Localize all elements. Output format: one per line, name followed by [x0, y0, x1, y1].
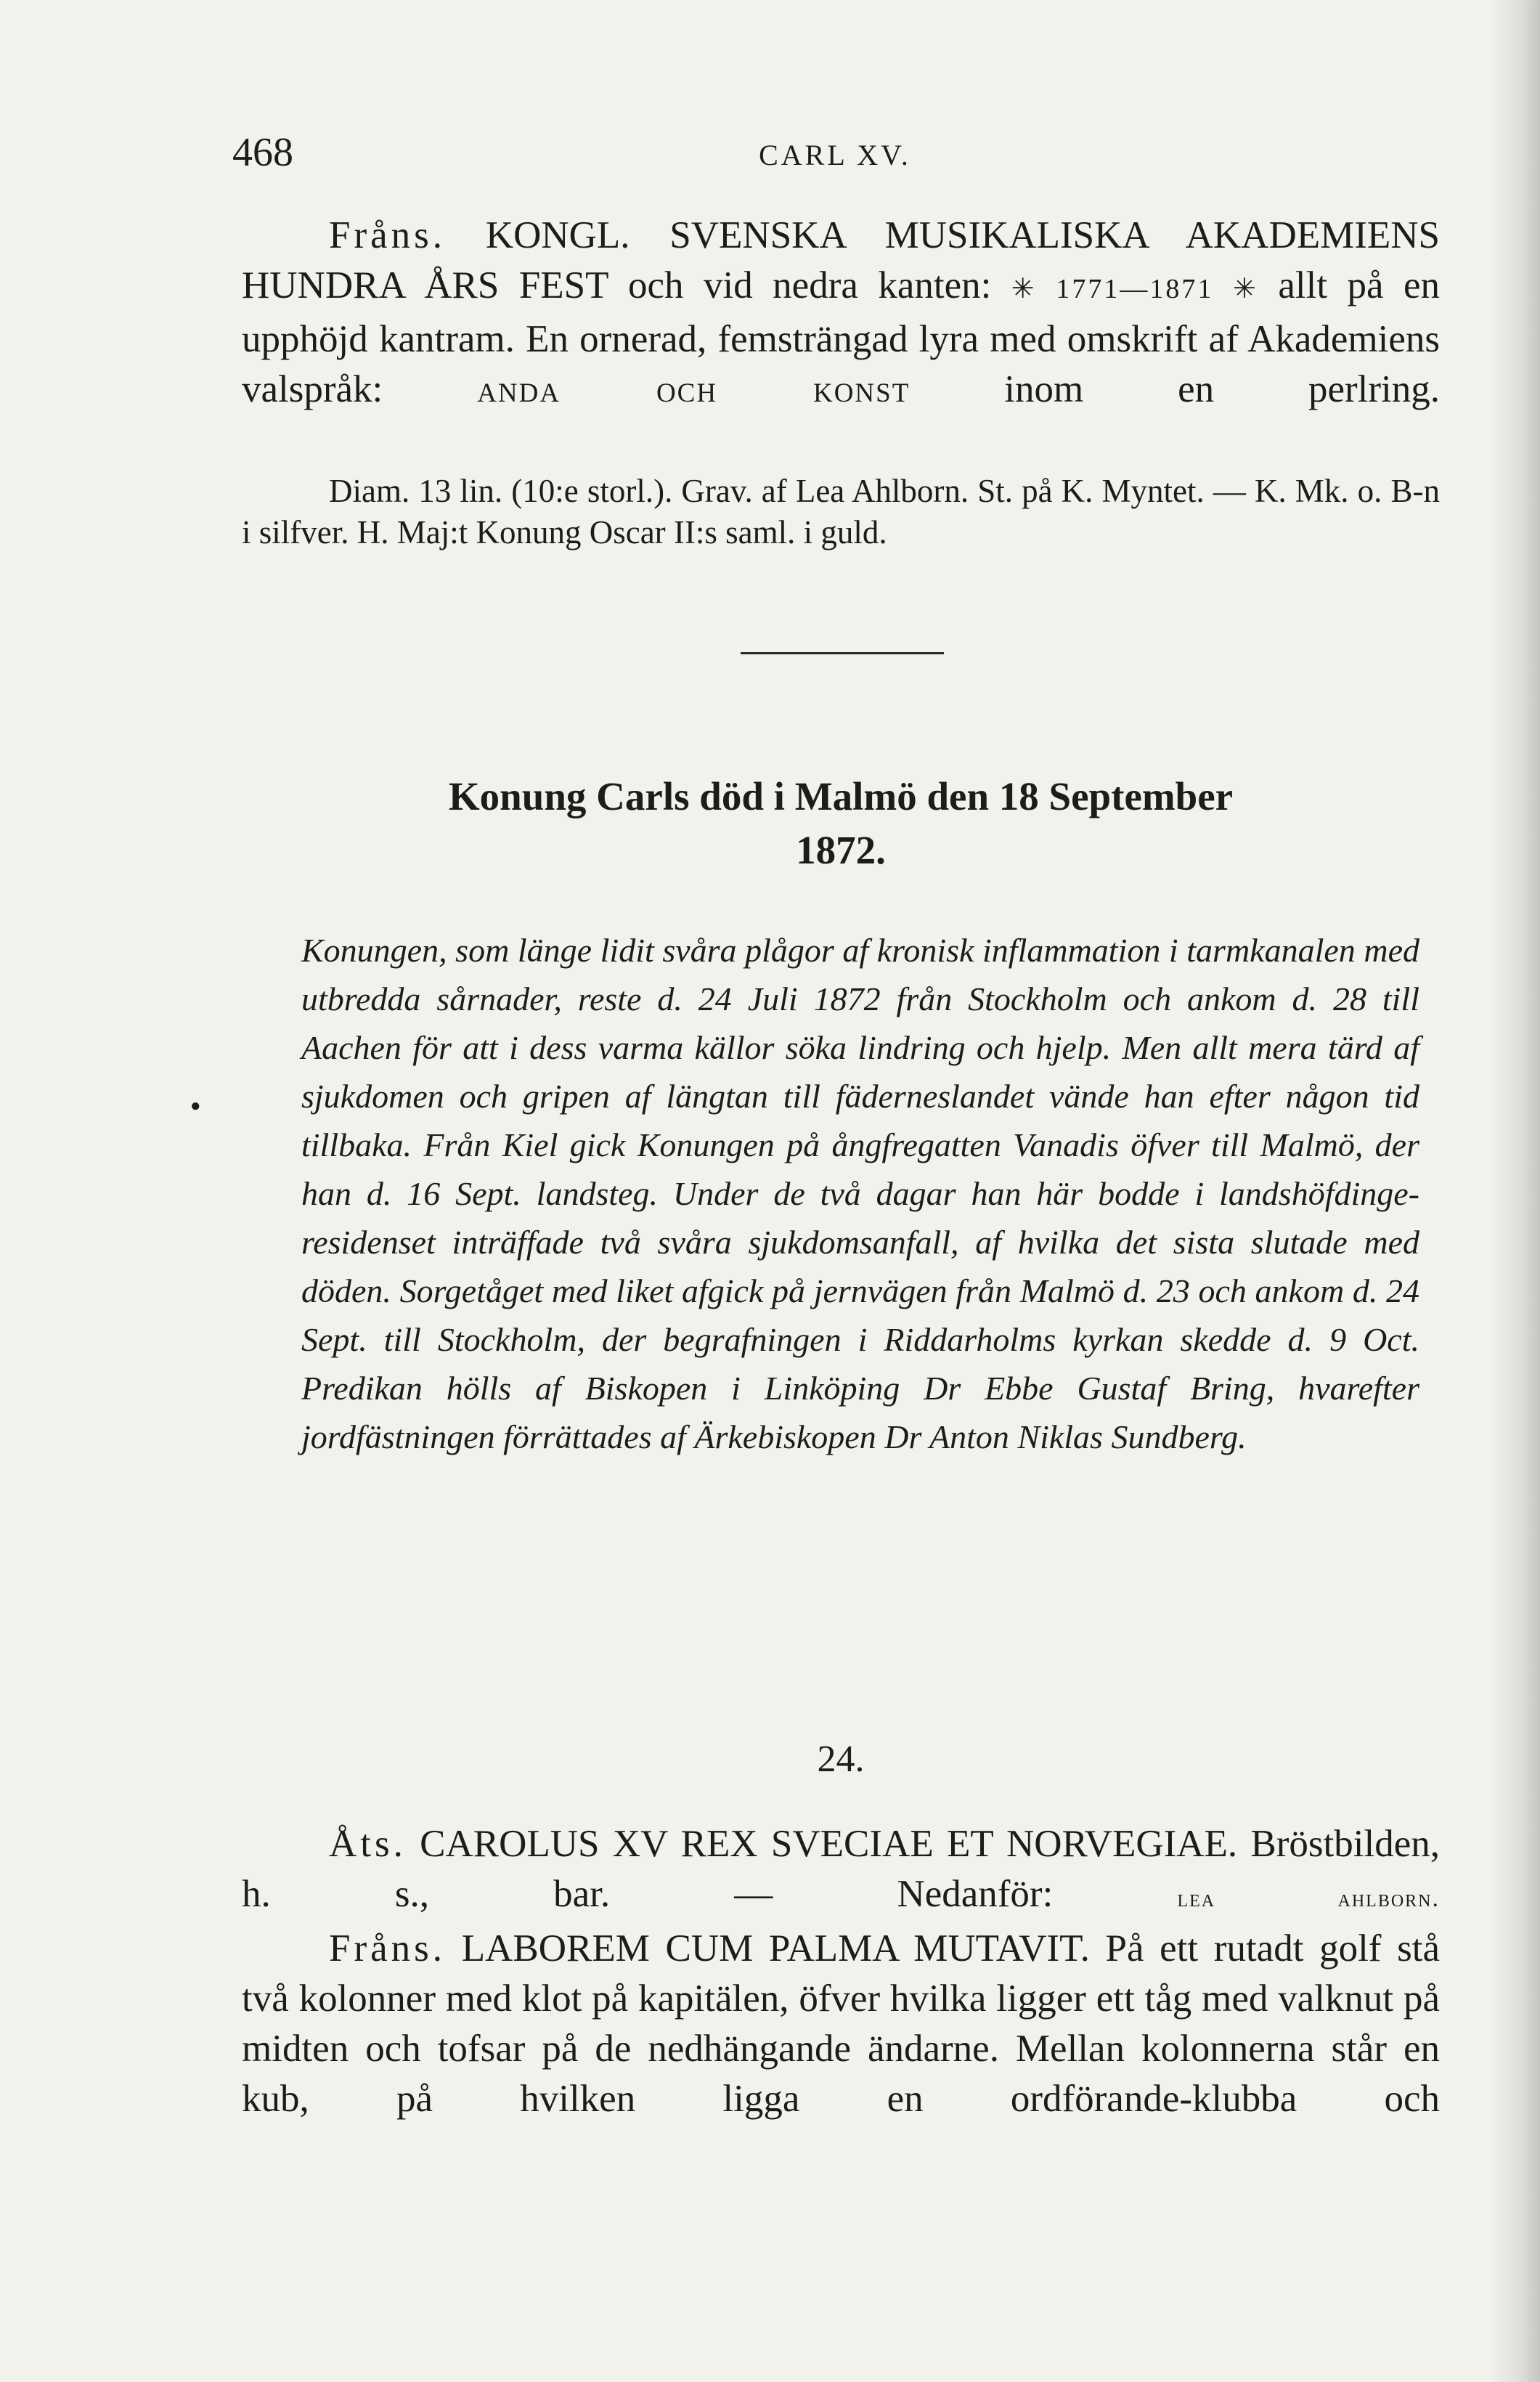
engraver-signature: lea ahlborn.	[1177, 1885, 1441, 1912]
page-header	[232, 129, 1438, 180]
frans-label-24: Fråns.	[329, 1927, 447, 1970]
reverse-24-paragraph	[242, 1924, 1440, 2124]
narrative-paragraph: Konungen, som länge lidit svåra plågor af kronisk inflammation i tarmkanalen med utbredda sårnader, reste d. 24 Juli 1872 från Stockholm och ankom d. 28 till Aachen för att i dess varma källor söka lindring och hjelp. Men allt mera tärd af sjukdomen och gripen af längtan till fäderneslandet vände han efter någon tid tillbaka. Från Kiel gick Konungen på ångfregatten Vanadis öfver till Malmö, der han d. 16 Sept. landsteg. Under de två dagar han här bodde i landshöfdinge-residenset inträffade två svåra sjukdomsanfall, af hvilka det sista slutade med döden. Sorgetåget med liket afgick på jernvägen från Malmö d. 23 och ankom d. 24 Sept. till Stockholm, der begrafningen i Riddarholms kyrkan skedde d. 9 Oct. Predikan hölls af Biskopen i Linköping Dr Ebbe Gustaf Bring, hvarefter jordfästningen förrättades af Ärkebiskopen Dr Anton Niklas Sundberg.	[301, 932, 1419, 1455]
medal-24-description	[242, 1819, 1440, 2124]
section-title-line2: 1872.	[796, 828, 886, 872]
frans-label: Fråns.	[329, 214, 447, 256]
motto-inscription: anda och konst	[477, 368, 910, 410]
running-head: CARL XV.	[759, 139, 911, 171]
page-edge-shadow	[1489, 0, 1540, 2382]
reverse-24-text: LABOREM CUM PALMA MUTAVIT. På ett rutadt golf stå två kolonner med klot på kapitälen, öfver hvilka ligger ett tåg med valknut på midten och tofsar på de nedhängande ändarne. Mellan kolonnerna står en kub, på hvilken ligga en ordförande-klubba och	[242, 1927, 1440, 2120]
reverse-inscription: KONGL. SVENSKA MUSIKALISKA AKADEMIENS HUNDRA ÅRS FEST och vid nedra kanten:	[242, 214, 1440, 306]
obverse-text: CAROLUS XV REX SVECIAE ET NORVEGIAE. Bröstbilden, h. s., bar. — Nedanför:	[242, 1823, 1440, 1915]
reverse-text: allt på en upphöjd kantram. En ornerad, femsträngad lyra med omskrift af Akademiens valspråk:	[242, 264, 1441, 410]
section-title-line1: Konung Carls död i Malmö den 18 September	[448, 774, 1234, 818]
section-title	[242, 770, 1440, 877]
margin-mark: ●	[190, 1097, 201, 1115]
section-divider	[741, 652, 944, 654]
details-paragraph: Diam. 13 lin. (10:e storl.). Grav. af Lea Ahlborn. St. på K. Myntet. — K. Mk. o. B-n i silfver. H. Maj:t Konung Oscar II:s saml. i guld.	[242, 473, 1440, 550]
section-number: 24.	[817, 1739, 865, 1780]
ats-label: Åts.	[329, 1823, 407, 1865]
reverse-text-end: inom en perlring.	[1004, 368, 1441, 410]
medal-reverse-description	[242, 211, 1440, 415]
years-inscription: ✳ 1771—1871 ✳	[1011, 274, 1258, 304]
medal-details	[242, 471, 1440, 553]
obverse-paragraph	[242, 1819, 1440, 1924]
reverse-paragraph	[242, 211, 1440, 415]
narrative-block	[301, 926, 1419, 1461]
page-number: 468	[232, 130, 293, 175]
